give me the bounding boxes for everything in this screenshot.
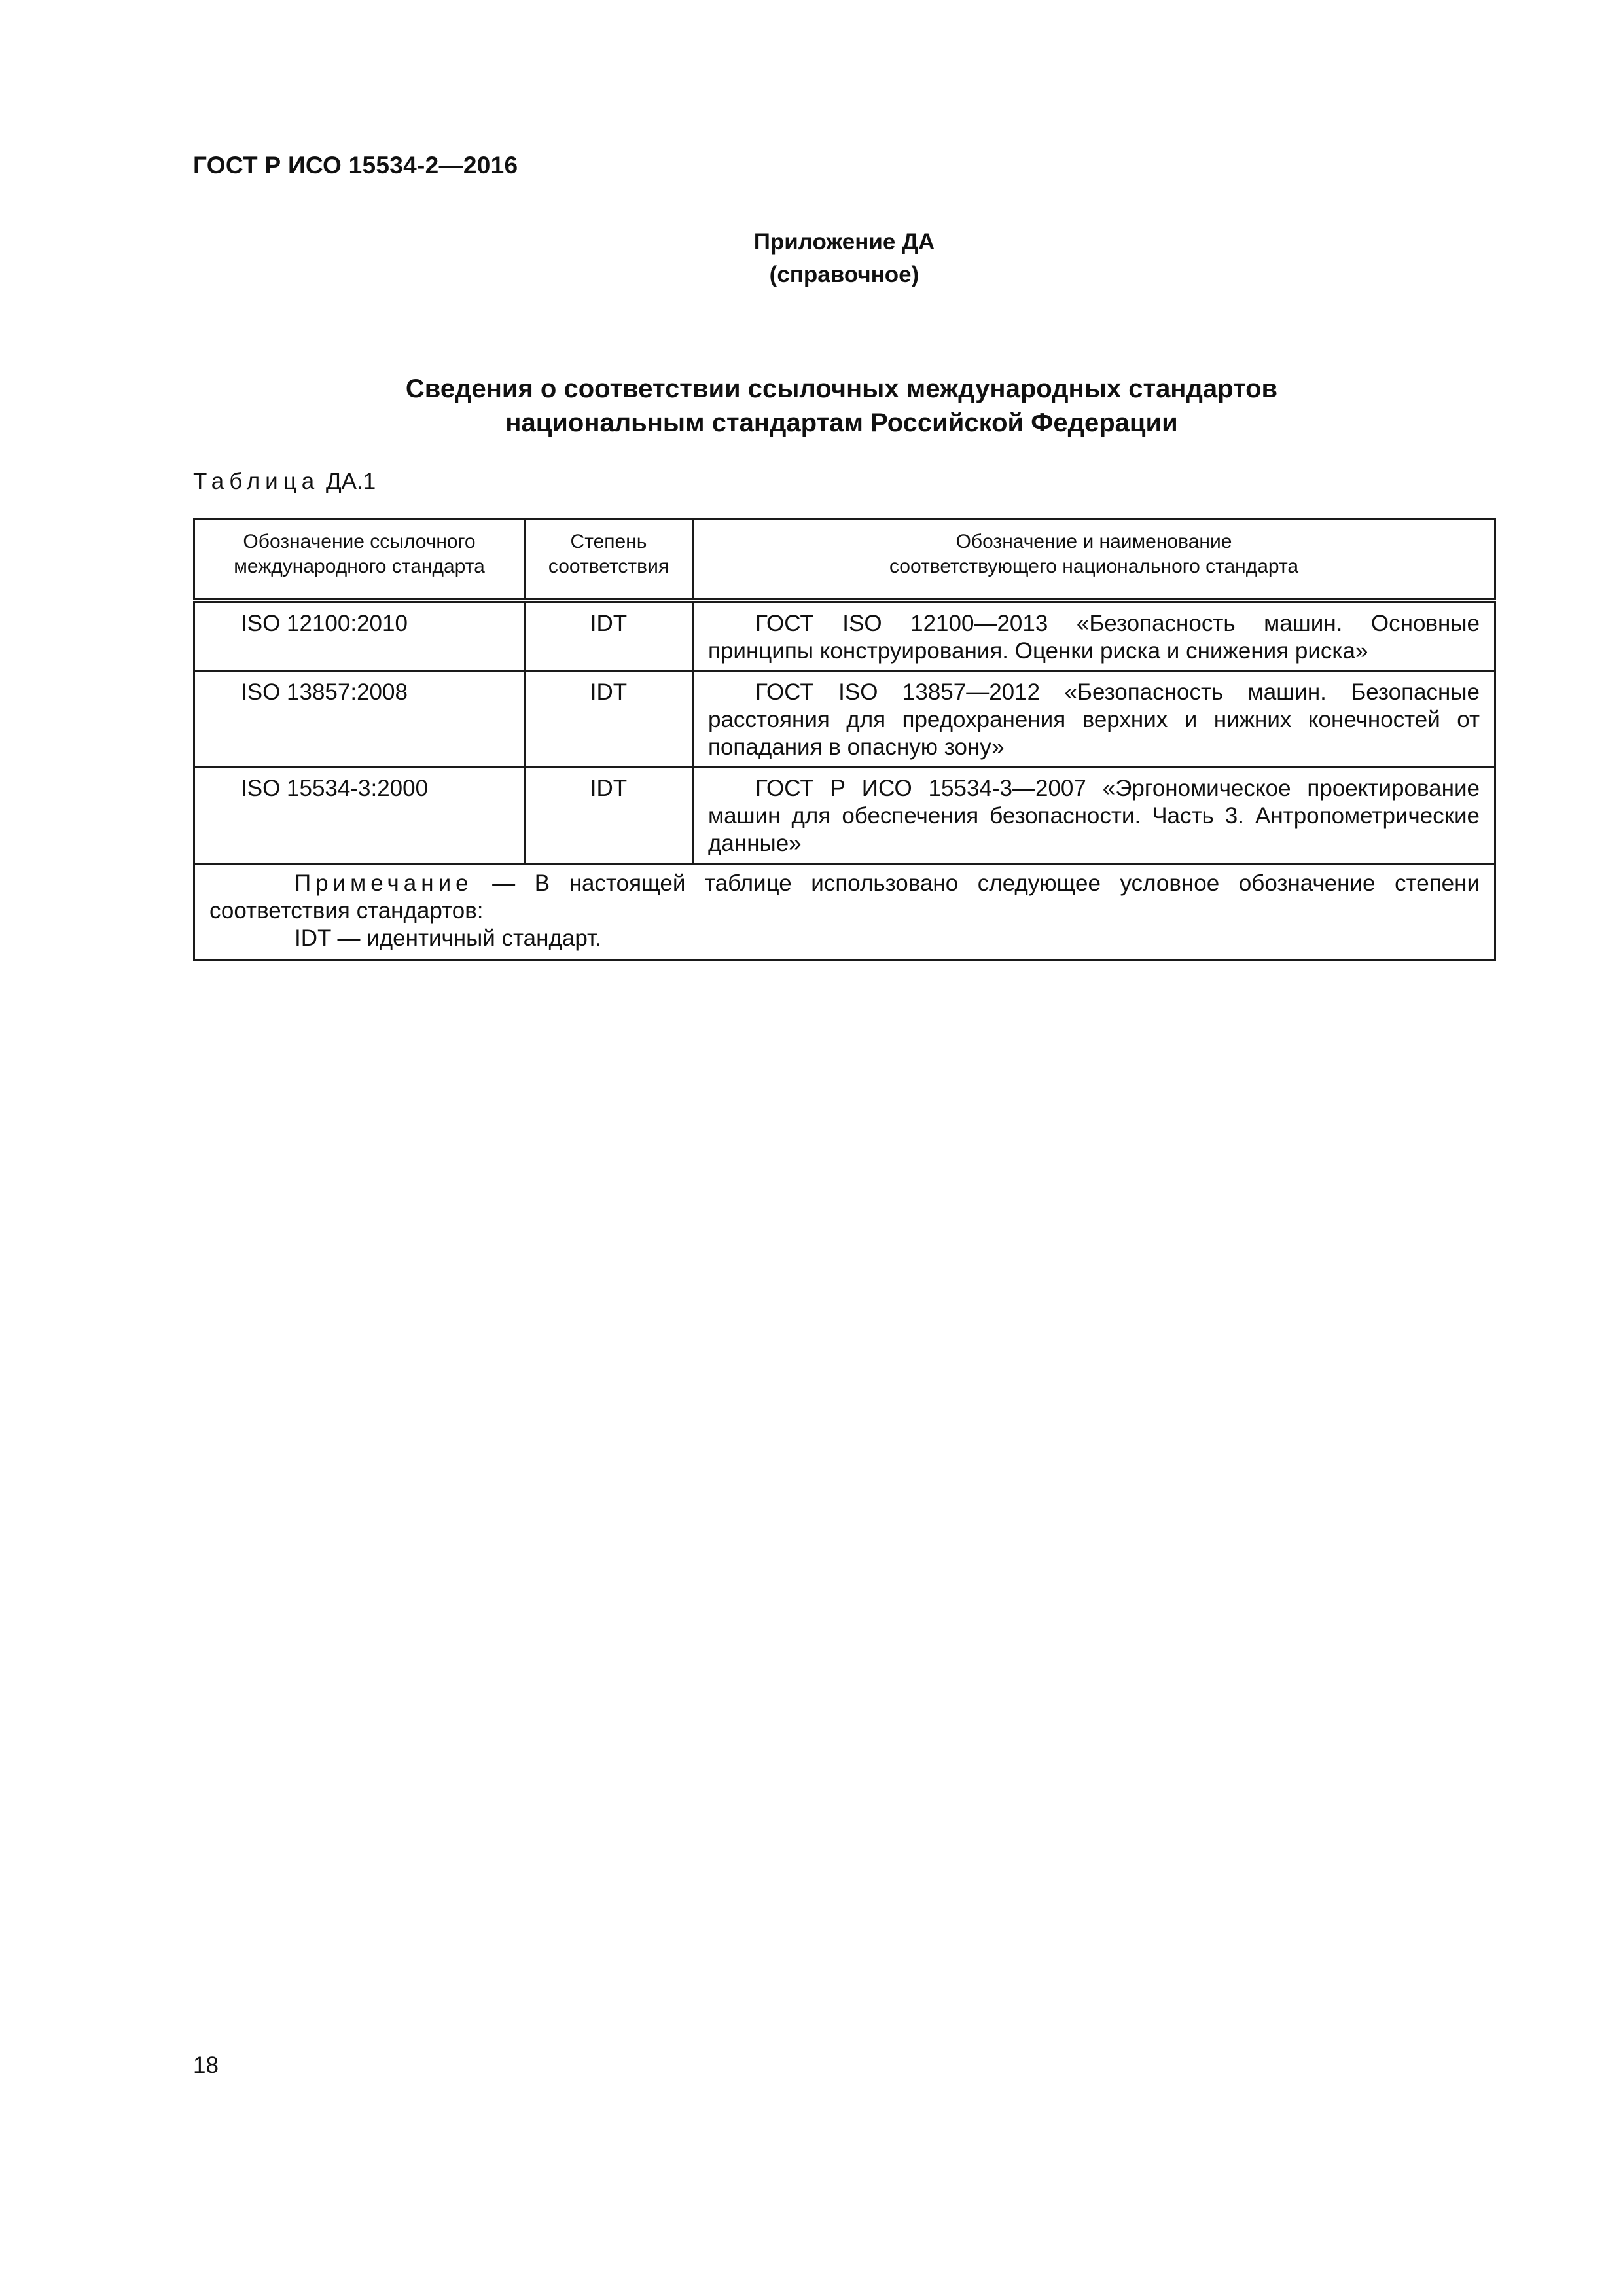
appendix-subtitle: (справочное) — [769, 262, 919, 287]
reference-standard-cell: ISO 12100:2010 — [194, 601, 525, 672]
header-degree — [525, 520, 693, 601]
national-standard-cell: ГОСТ Р ИСО 15534-3—2007 «Эргономическое проектирование машин для обеспечения безопасности. Часть 3. Антропометрические данные» — [693, 768, 1495, 864]
document-code: ГОСТ Р ИСО 15534-2—2016 — [193, 152, 518, 179]
table-header-row — [194, 520, 1495, 601]
national-standard-cell: ГОСТ ISO 12100—2013 «Безопасность машин. Основные принципы конструирования. Оценки риска и снижения риска» — [693, 601, 1495, 672]
table-note-row — [194, 864, 1495, 960]
reference-standard-cell: ISO 13857:2008 — [194, 672, 525, 768]
section-title-line2: национальным стандартам Российской Федерации — [505, 408, 1178, 437]
degree-cell: IDT — [525, 672, 693, 768]
table-row — [194, 672, 1495, 768]
table-caption-number: ДА.1 — [325, 469, 376, 494]
appendix-title: Приложение ДА — [753, 229, 935, 255]
appendix-heading — [0, 226, 1623, 291]
header-text: Обозначение ссылочного — [243, 531, 476, 552]
table-caption-word: Таблица — [193, 469, 320, 494]
note-label: Примечание — [294, 870, 473, 896]
table-row — [194, 768, 1495, 864]
table-row — [194, 601, 1495, 672]
page-number: 18 — [193, 2053, 219, 2078]
note-body: — В настоящей таблице использовано следующее условное обозначение степени соответствия стандартов: — [209, 870, 1480, 924]
header-national-standard — [693, 520, 1495, 601]
standards-correspondence-table — [193, 518, 1496, 961]
degree-cell: IDT — [525, 768, 693, 864]
degree-cell: IDT — [525, 601, 693, 672]
header-text: соответствия — [548, 556, 669, 577]
section-title — [193, 372, 1490, 440]
national-standard-cell: ГОСТ ISO 13857—2012 «Безопасность машин. Безопасные расстояния для предохранения верхних и нижних конечностей от попадания в опасную зону» — [693, 672, 1495, 768]
header-reference-standard — [194, 520, 525, 601]
header-text: Степень — [570, 531, 647, 552]
reference-standard-cell: ISO 15534-3:2000 — [194, 768, 525, 864]
note-abbreviation: IDT — идентичный стандарт. — [294, 925, 601, 951]
header-text: соответствующего национального стандарта — [889, 556, 1299, 577]
table-caption — [193, 469, 376, 495]
note-text — [209, 870, 1480, 925]
header-text: международного стандарта — [234, 556, 485, 577]
header-text: Обозначение и наименование — [955, 531, 1232, 552]
section-title-line1: Сведения о соответствии ссылочных международных стандартов — [405, 374, 1278, 403]
table-note — [194, 864, 1495, 960]
